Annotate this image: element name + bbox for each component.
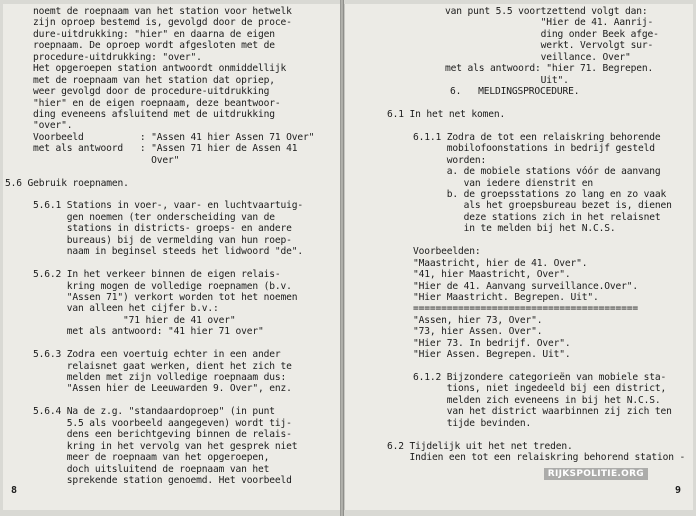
left-line: 5.6 Gebruik roepnamen. [5, 177, 129, 189]
right-line: ding onder Beek afge- [445, 28, 659, 40]
left-line: stations in districts- groeps- en andere [33, 223, 292, 235]
left-line: "over". [33, 120, 73, 132]
right-page-text [345, 6, 693, 464]
left-line: meer de roepnaam van het opgeroepen, [33, 452, 270, 464]
right-line: met als antwoord: "hier 71. Begrepen. [445, 63, 654, 75]
left-line: van alleen het cijfer b.v.: [33, 303, 219, 315]
left-line [3, 338, 340, 349]
right-line: van punt 5.5 voortzettend volgt dan: [445, 6, 648, 17]
right-line: Indien een tot een relaiskring behorend station - [387, 452, 686, 464]
left-page-number: 8 [11, 485, 18, 496]
left-line: met als antwoord : "Assen 71 hier de Assen 41 [33, 143, 298, 155]
right-line: "Hier de 41. Aanvang surveillance.Over". [413, 280, 639, 292]
left-line: procedure-uitdrukking: "over". [33, 51, 202, 63]
left-line: doch uitsluitend de roepnaam van het [33, 463, 270, 475]
right-line: "73, hier Assen. Over". [413, 326, 543, 338]
right-line: b. de groepsstations zo lang en zo vaak [413, 189, 667, 200]
left-line: dure-uitdrukking: "hier" en daarna de eigen [33, 28, 275, 40]
left-line: ding eveneens afsluitend met de uitdrukking [33, 108, 275, 120]
left-line: weer gevolgd door de procedure-uitdrukking [33, 86, 270, 98]
left-line: sprekende station genoemd. Het voorbeeld [33, 474, 292, 486]
left-line: 5.6.1 Stations in voer-, vaar- en luchtvaartuig- [33, 200, 304, 212]
left-line: met de roepnaam van het station dat opriep, [33, 74, 275, 86]
left-line: noemt de roepnaam van het station voor hetwelk [33, 6, 292, 17]
right-line: worden: [413, 154, 487, 166]
right-line: 6.1 In het net komen. [387, 108, 506, 120]
right-line: Voorbeelden: [413, 246, 481, 258]
right-line: van het district waarbinnen zij zich ten [413, 406, 672, 418]
right-line [345, 235, 693, 246]
left-line: kring mogen de volledige roepnamen (b.v. [33, 280, 292, 292]
left-line: Het opgeroepen station antwoordt onmiddellijk [33, 63, 287, 75]
right-line: "Assen, hier 73, Over". [413, 314, 543, 326]
left-line: met als antwoord: "41 hier 71 over" [33, 326, 264, 338]
left-line: "Assen hier de Leeuwarden 9. Over", enz. [33, 383, 292, 395]
left-line: bureaus) bij de vermelding van hun roep- [33, 234, 292, 246]
left-line: "hier" en de eigen roepnaam, deze beantwoor- [33, 97, 281, 109]
left-line: 5.6.4 Na de z.g. "standaardoproep" (in punt [33, 406, 275, 418]
right-line: tions, niet ingedeeld bij een district, [413, 383, 667, 395]
left-line: 5.6.3 Zodra een voertuig echter in een ander [33, 349, 281, 361]
watermark: RIJKSPOLITIE.ORG [544, 468, 648, 480]
left-page-text [3, 6, 340, 486]
right-line: "Maastricht, hier de 41. Over". [413, 257, 588, 269]
right-line: "Hier Assen. Begrepen. Uit". [413, 349, 571, 361]
left-line: roepnaam. De oproep wordt afgesloten met de [33, 40, 275, 52]
right-line: van iedere dienstrit en [413, 177, 594, 189]
right-line: werkt. Vervolgt sur- [445, 40, 654, 52]
left-line [3, 395, 340, 406]
right-line: als het groepsbureau bezet is, dienen [413, 200, 672, 212]
right-line: 6.1.2 Bijzondere categorieën van mobiele sta- [413, 372, 667, 383]
left-line: "Assen 71") verkort worden tot het noemen [33, 291, 298, 303]
left-line: 5.6.2 In het verkeer binnen de eigen relais- [33, 269, 281, 281]
left-line: 5.5 als voorbeeld aangegeven) wordt tij- [33, 417, 292, 429]
left-line: gen noemen (ter onderscheiding van de [33, 211, 275, 223]
left-line: naam in beginsel steeds het lidwoord "de". [33, 246, 304, 258]
right-line: deze stations zich in het relaisnet [413, 211, 661, 223]
right-line: a. de mobiele stations vóór de aanvang [413, 166, 661, 178]
left-line [3, 258, 340, 269]
left-line: Voorbeeld : "Assen 41 hier Assen 71 Over" [33, 131, 315, 143]
right-line: mobilofoonstations in bedrijf gesteld [413, 143, 655, 155]
right-line: melden zich eveneens in bij het N.C.S. [413, 394, 661, 406]
left-line: relaisnet gaat werken, dient het zich te [33, 360, 292, 372]
right-line: "Hier 73. In bedrijf. Over". [413, 337, 571, 349]
right-line [345, 429, 693, 440]
right-line: "Hier Maastricht. Begrepen. Uit". [413, 291, 599, 303]
right-line [345, 361, 693, 372]
right-line: ======================================== [413, 303, 639, 315]
right-line: 6.2 Tijdelijk uit het net treden. [387, 440, 573, 452]
left-line [3, 189, 340, 200]
right-page-number: 9 [674, 485, 681, 496]
left-line: kring in het vervolg van het gesprek niet [33, 440, 298, 452]
left-line [3, 166, 340, 177]
right-line: in te melden bij het N.C.S. [413, 223, 616, 235]
right-line: 6.1.1 Zodra de tot een relaiskring behorende [413, 131, 661, 143]
right-line: tijde bevinden. [413, 417, 532, 429]
right-line: 6. MELDINGSPROCEDURE. [405, 86, 580, 98]
left-page [3, 4, 341, 510]
left-line: Over" [33, 154, 180, 166]
left-line: zijn oproep bestemd is, gevolgd door de proce- [33, 17, 292, 29]
right-line: Uit". [445, 74, 569, 86]
left-line: dens een berichtgeving binnen de relais- [33, 429, 292, 441]
right-page [344, 4, 693, 510]
right-line: "Hier de 41. Aanrij- [445, 17, 654, 29]
right-line: veillance. Over" [445, 51, 631, 63]
left-line: melden met zijn volledige roepnaam dus: [33, 372, 287, 383]
right-line [345, 98, 693, 109]
left-line: "71 hier de 41 over" [33, 314, 236, 326]
right-line [345, 120, 693, 131]
right-line: "41, hier Maastricht, Over". [413, 269, 571, 281]
